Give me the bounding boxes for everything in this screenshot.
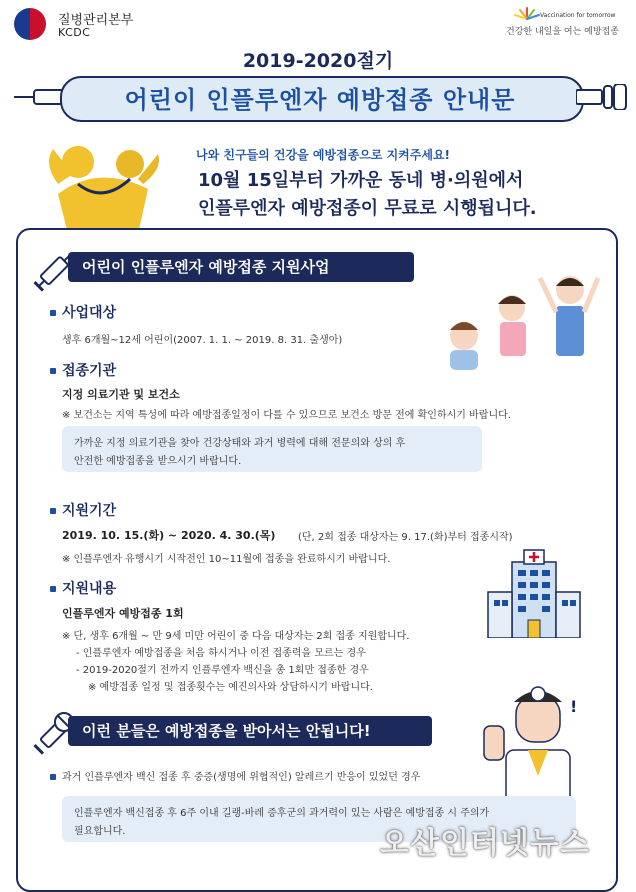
kcdc-logo-icon xyxy=(14,8,46,40)
target-heading: 사업대상 xyxy=(62,305,117,321)
section1-tab: 어린이 인플루엔자 예방접종 지원사업 xyxy=(68,252,414,282)
main-title: 어린이 인플루엔자 예방접종 안내문 xyxy=(124,86,516,114)
institution-box-line-1: 가까운 지정 의료기관을 찾아 건강상태와 과거 병력에 대해 전문의와 상의 후 xyxy=(74,438,406,449)
period-heading: 지원기간 xyxy=(62,503,117,519)
caution-line-1: 인플루엔자 백신접종 후 6주 이내 길랭-바레 증후군의 과거력이 있는 사람은 예방접종 시 주의가 xyxy=(74,808,490,819)
season-title: 2019-2020절기 xyxy=(242,50,394,72)
institution-sub: 지정 의료기관 및 보건소 xyxy=(62,388,180,401)
content-item-2: - 2019-2020절기 전까지 인플루엔자 백신을 총 1회만 접종한 경우 xyxy=(76,665,369,676)
intro-slogan: 나와 친구들의 건강을 예방접종으로 지켜주세요! xyxy=(196,148,451,162)
vaccination-slogan-ko: 건강한 내일을 여는 예방접종 xyxy=(506,27,619,37)
target-text: 생후 6개월~12세 어린이(2007. 1. 1. ~ 2019. 8. 31. 출생아) xyxy=(62,335,343,346)
news-watermark: 오산인터넷뉴스 xyxy=(380,826,590,861)
svg-text:!: ! xyxy=(570,697,578,716)
period-second-dose: (단, 2회 접종 대상자는 9. 17.(화)부터 접종시작) xyxy=(298,532,513,543)
period-note: ※ 인플루엔자 유행시기 시작전인 10~11월에 접종을 완료하시기 바랍니다. xyxy=(62,554,391,565)
bullet-icon xyxy=(50,310,56,316)
caution-line-2: 필요합니다. xyxy=(74,826,126,837)
institution-note: ※ 보건소는 지역 특성에 따라 예방접종일정이 다를 수 있으므로 보건소 방문 전에 확인하시기 바랍니다. xyxy=(62,410,511,421)
contraindication-item: 과거 인플루엔자 백신 접종 후 중증(생명에 위협적인) 알레르기 반응이 있었던 경우 xyxy=(62,772,421,783)
hospital-icon xyxy=(486,548,582,638)
bullet-icon xyxy=(50,586,56,592)
content-item-1: - 인플루엔자 예방접종을 처음 하시거나 이전 접종력을 모르는 경우 xyxy=(76,648,366,659)
content-item-3: ※ 예방접종 일정 및 접종횟수는 예진의사와 상담하시기 바랍니다. xyxy=(88,682,373,693)
content-note: ※ 단, 생후 6개월 ~ 만 9세 미만 어린이 중 다음 대상자는 2회 접종 지원합니다. xyxy=(62,631,410,642)
intro-line-1: 10월 15일부터 가까운 동네 병·의원에서 xyxy=(198,170,524,191)
content-heading: 지원내용 xyxy=(62,581,117,597)
bullet-icon xyxy=(50,508,56,514)
period-dates: 2019. 10. 15.(화) ~ 2020. 4. 30.(목) xyxy=(62,529,276,542)
syringe-right-icon xyxy=(576,84,628,110)
syringe-left-icon xyxy=(14,86,64,108)
doctor-illustration-icon xyxy=(476,676,596,816)
org-name-en: KCDC xyxy=(58,26,91,39)
bullet-icon xyxy=(50,774,56,780)
intro-line-2: 인플루엔자 예방접종이 무료로 시행됩니다. xyxy=(198,198,537,219)
org-name-ko: 질병관리본부 xyxy=(58,13,134,28)
institution-heading: 접종기관 xyxy=(62,363,117,379)
vaccination-slogan-en: Vaccination for tomorrow xyxy=(540,12,616,19)
vaccination-sun-icon xyxy=(512,6,542,20)
bullet-icon xyxy=(50,368,56,374)
institution-box-line-2: 안전한 예방접종을 받으시기 바랍니다. xyxy=(74,456,242,467)
content-sub: 인플루엔자 예방접종 1회 xyxy=(62,607,184,620)
section2-tab: 이런 분들은 예방접종을 받아서는 안됩니다! xyxy=(68,716,432,746)
children-illustration-icon xyxy=(440,268,600,374)
